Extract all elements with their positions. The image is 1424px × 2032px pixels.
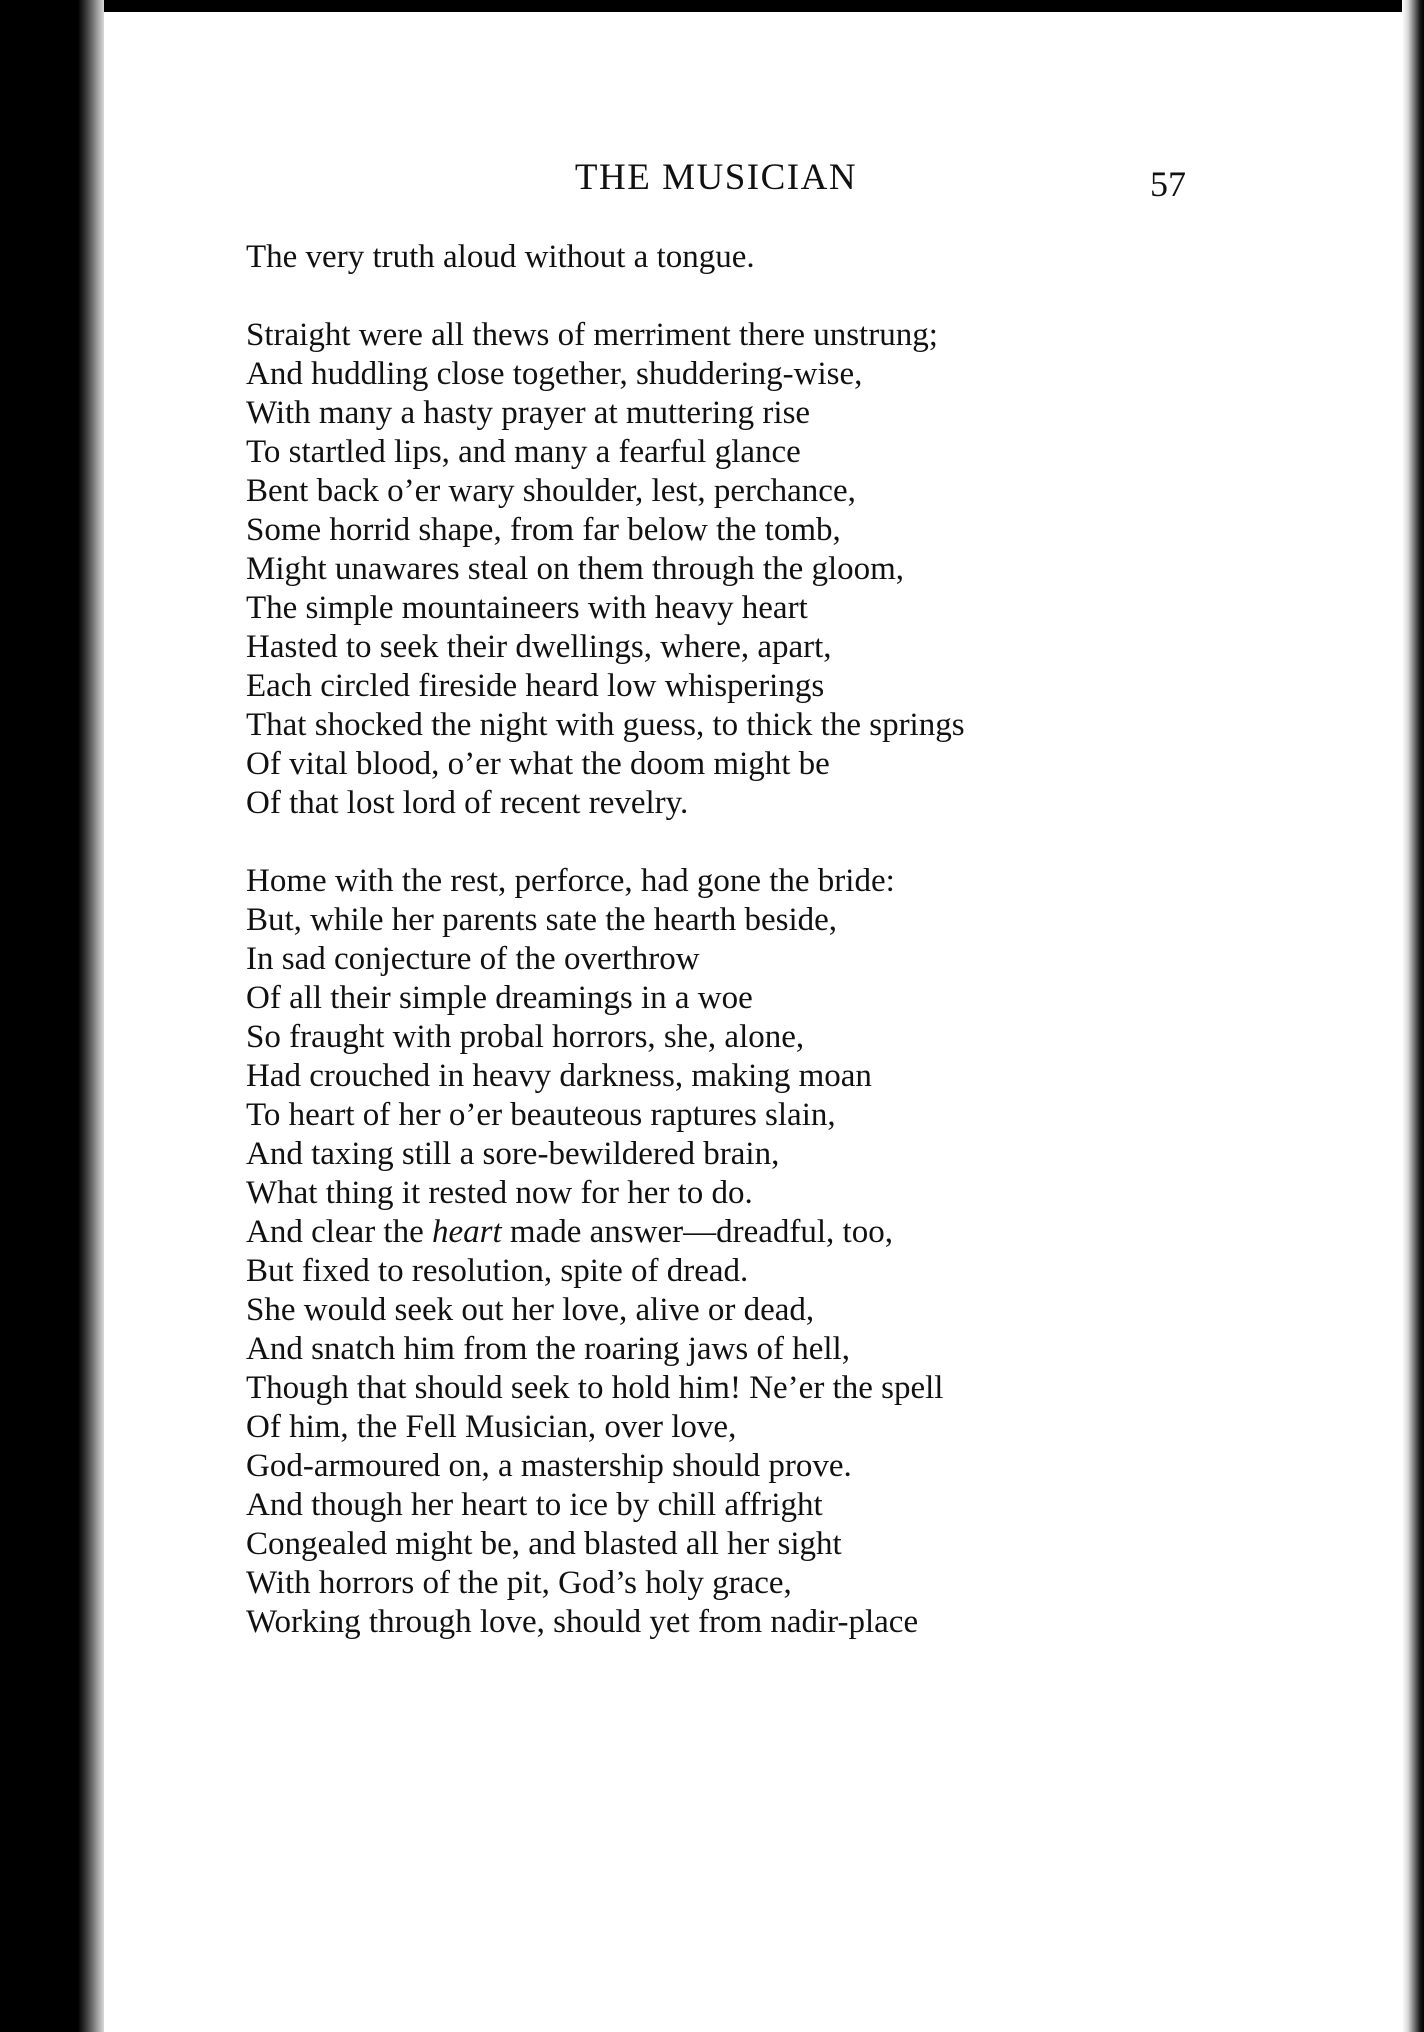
italic-word: heart <box>432 1214 502 1250</box>
poem-line: But fixed to resolution, spite of dread. <box>246 1253 749 1289</box>
line-text-before: And clear the <box>246 1214 432 1250</box>
stanza <box>246 238 1186 277</box>
poem-line: Working through love, should yet from nadir-place <box>246 1604 919 1640</box>
poem-line: Of him, the Fell Musician, over love, <box>246 1409 737 1445</box>
poem-line: God-armoured on, a mastership should prove. <box>246 1448 852 1484</box>
poem-line-with-italic <box>246 1213 1186 1252</box>
poem-body <box>246 238 1186 1681</box>
poem-line: To startled lips, and many a fearful glance <box>246 434 801 470</box>
poem-line: Bent back o’er wary shoulder, lest, perchance, <box>246 473 856 509</box>
poem-line: And huddling close together, shuddering-wise, <box>246 356 863 392</box>
poem-line: And though her heart to ice by chill affright <box>246 1487 823 1523</box>
page-number: 57 <box>1150 164 1186 204</box>
poem-line: Hasted to seek their dwellings, where, apart, <box>246 629 832 665</box>
running-title: THE MUSICIAN <box>574 157 858 198</box>
poem-line: And taxing still a sore-bewildered brain, <box>246 1136 780 1172</box>
page-header <box>246 148 1186 208</box>
poem-line: Might unawares steal on them through the gloom, <box>246 551 905 587</box>
poem-line: What thing it rested now for her to do. <box>246 1175 753 1211</box>
poem-line: But, while her parents sate the hearth beside, <box>246 902 838 938</box>
poem-line: Straight were all thews of merriment there unstrung; <box>246 317 938 353</box>
poem-line: Each circled fireside heard low whisperings <box>246 668 825 704</box>
line-text-after: made answer—dreadful, too, <box>501 1214 893 1250</box>
poem-line: To heart of her o’er beauteous raptures slain, <box>246 1097 836 1133</box>
poem-line: Though that should seek to hold him! Ne’er the spell <box>246 1370 944 1406</box>
poem-line: Of all their simple dreamings in a woe <box>246 980 753 1016</box>
poem-line: Had crouched in heavy darkness, making moan <box>246 1058 872 1094</box>
poem-line: Some horrid shape, from far below the tomb, <box>246 512 841 548</box>
poem-line: That shocked the night with guess, to thick the springs <box>246 707 965 743</box>
stanza <box>246 316 1186 823</box>
scan-top-border <box>0 0 1424 12</box>
poem-line: In sad conjecture of the overthrow <box>246 941 700 977</box>
poem-line: With horrors of the pit, God’s holy grace, <box>246 1565 792 1601</box>
poem-line: The very truth aloud without a tongue. <box>246 239 755 275</box>
scan-right-margin <box>1402 0 1424 2032</box>
poem-line: Home with the rest, perforce, had gone the bride: <box>246 863 895 899</box>
poem-line: She would seek out her love, alive or dead, <box>246 1292 815 1328</box>
poem-line: So fraught with probal horrors, she, alone, <box>246 1019 805 1055</box>
poem-line: And snatch him from the roaring jaws of hell, <box>246 1331 850 1367</box>
poem-line: With many a hasty prayer at muttering rise <box>246 395 811 431</box>
stanza <box>246 862 1186 1642</box>
scan-left-margin <box>0 0 104 2032</box>
poem-line: The simple mountaineers with heavy heart <box>246 590 808 626</box>
poem-line: Of that lost lord of recent revelry. <box>246 785 689 821</box>
poem-line: Congealed might be, and blasted all her sight <box>246 1526 842 1562</box>
poem-line: Of vital blood, o’er what the doom might be <box>246 746 830 782</box>
